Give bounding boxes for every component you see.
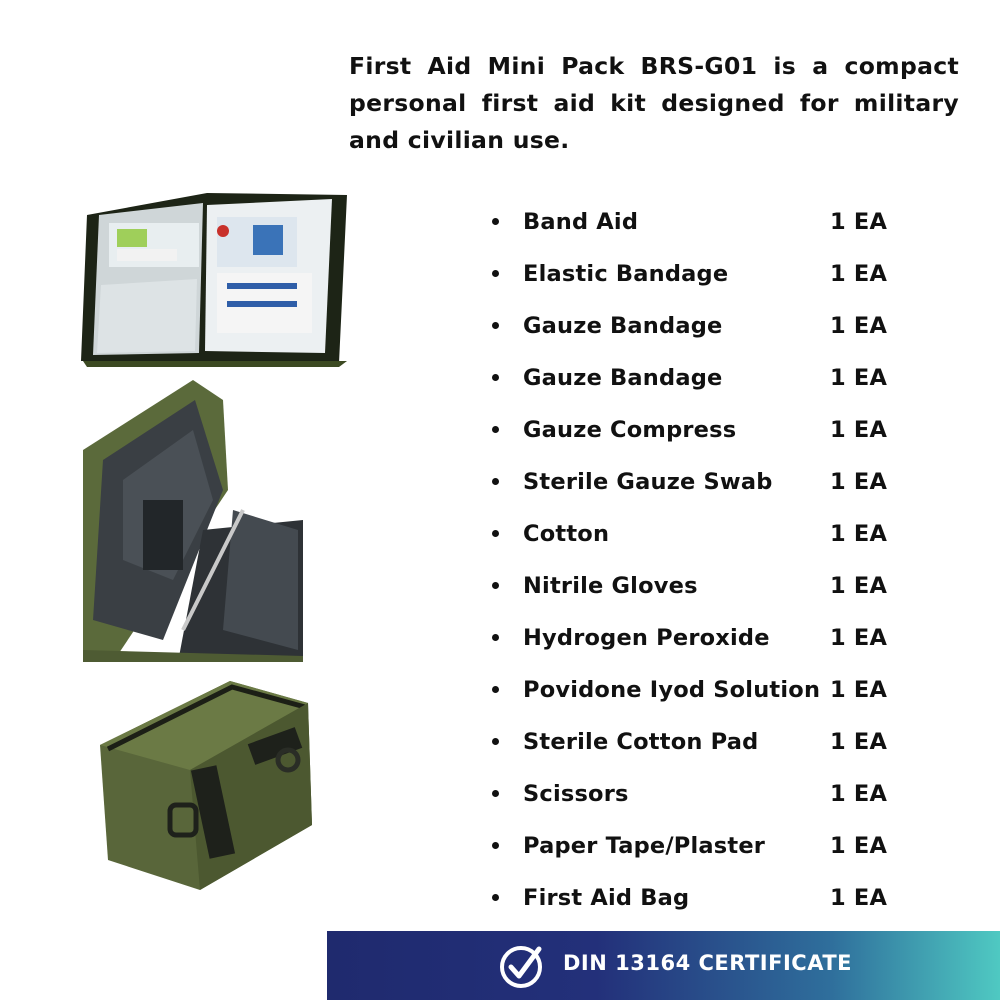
bullet-icon	[492, 894, 499, 901]
item-quantity: 1 EA	[830, 469, 888, 495]
bullet-icon	[492, 322, 499, 329]
bullet-icon	[492, 478, 499, 485]
item-quantity: 1 EA	[830, 365, 888, 391]
bullet-icon	[492, 270, 499, 277]
bullet-icon	[492, 634, 499, 641]
product-description: First Aid Mini Pack BRS-G01 is a compact personal first aid kit designed for military and civilian use.	[349, 52, 959, 154]
item-name: Elastic Bandage	[523, 261, 729, 287]
list-item	[490, 456, 910, 508]
bullet-icon	[492, 218, 499, 225]
list-item	[490, 300, 910, 352]
list-item	[490, 404, 910, 456]
item-name: Hydrogen Peroxide	[523, 625, 770, 651]
item-quantity: 1 EA	[830, 781, 888, 807]
item-quantity: 1 EA	[830, 417, 888, 443]
item-name: Nitrile Gloves	[523, 573, 698, 599]
closed-bag-photo	[100, 675, 312, 890]
list-item	[490, 352, 910, 404]
item-quantity: 1 EA	[830, 521, 888, 547]
bullet-icon	[492, 426, 499, 433]
contents-list	[490, 196, 910, 924]
list-item	[490, 664, 910, 716]
list-item	[490, 872, 910, 924]
list-item	[490, 820, 910, 872]
bullet-icon	[492, 374, 499, 381]
item-name: Gauze Compress	[523, 417, 737, 443]
item-name: Scissors	[523, 781, 629, 807]
item-quantity: 1 EA	[830, 209, 888, 235]
bullet-icon	[492, 790, 499, 797]
item-quantity: 1 EA	[830, 313, 888, 339]
list-item	[490, 248, 910, 300]
certificate-banner	[327, 931, 1000, 1000]
item-quantity: 1 EA	[830, 261, 888, 287]
list-item	[490, 768, 910, 820]
item-quantity: 1 EA	[830, 729, 888, 755]
item-name: Paper Tape/Plaster	[523, 833, 766, 859]
item-name: Povidone Iyod Solution	[523, 677, 821, 703]
item-name: Gauze Bandage	[523, 365, 723, 391]
list-item	[490, 508, 910, 560]
item-quantity: 1 EA	[830, 625, 888, 651]
list-item	[490, 612, 910, 664]
item-quantity: 1 EA	[830, 573, 888, 599]
bullet-icon	[492, 530, 499, 537]
check-circle-icon	[499, 943, 545, 989]
item-quantity: 1 EA	[830, 885, 888, 911]
open-kit-photo	[77, 175, 347, 367]
item-name: Band Aid	[523, 209, 639, 235]
item-name: Sterile Cotton Pad	[523, 729, 759, 755]
item-quantity: 1 EA	[830, 833, 888, 859]
pouch-interior-photo	[83, 380, 303, 662]
list-item	[490, 196, 910, 248]
list-item	[490, 560, 910, 612]
bullet-icon	[492, 842, 499, 849]
bullet-icon	[492, 686, 499, 693]
item-name: Cotton	[523, 521, 610, 547]
certificate-label: DIN 13164 CERTIFICATE	[563, 951, 852, 975]
bullet-icon	[492, 738, 499, 745]
item-name: Sterile Gauze Swab	[523, 469, 773, 495]
item-name: Gauze Bandage	[523, 313, 723, 339]
bullet-icon	[492, 582, 499, 589]
list-item	[490, 716, 910, 768]
item-quantity: 1 EA	[830, 677, 888, 703]
item-name: First Aid Bag	[523, 885, 690, 911]
